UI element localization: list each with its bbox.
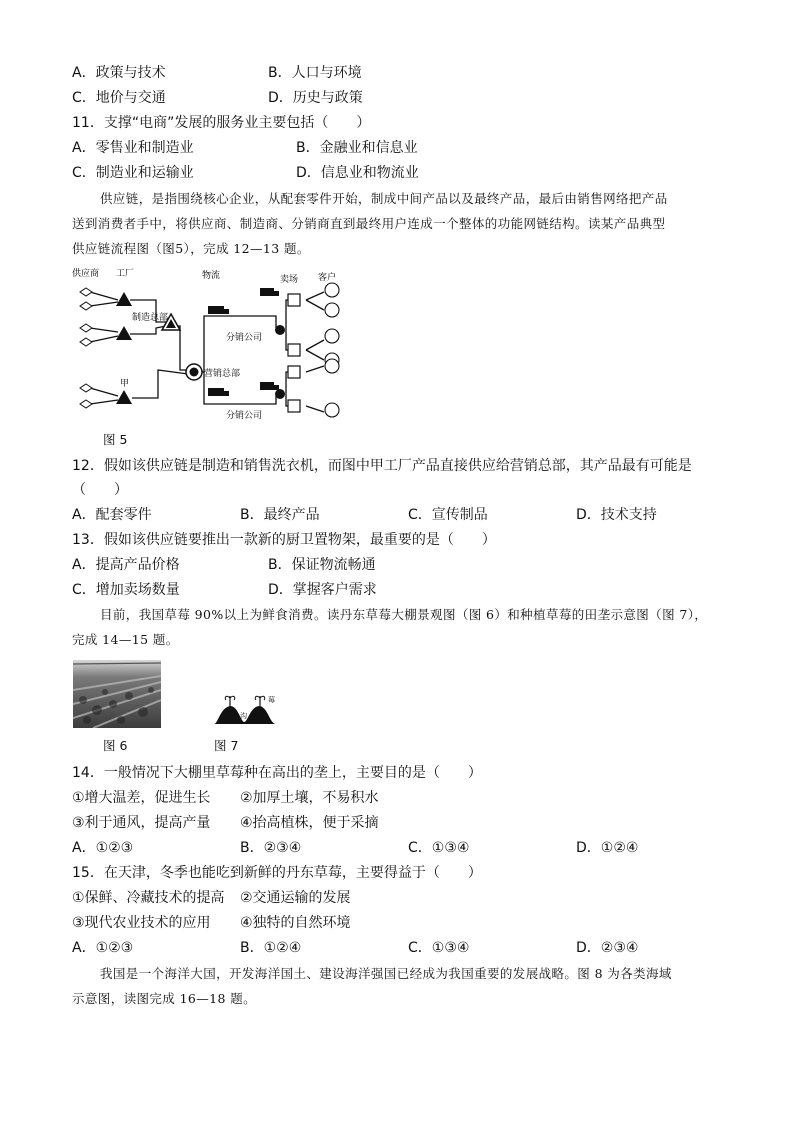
figure6-caption: 图 6 <box>103 738 128 753</box>
q11-option-d: D．信息业和物流业 <box>296 165 419 181</box>
passage2-line2: 完成 14—15 题。 <box>72 632 179 647</box>
q14-statement-2: ②加厚土壤，不易积水 <box>240 790 379 806</box>
fig5-label-customer: 客户 <box>318 273 337 283</box>
q13-option-a: A．提高产品价格 <box>72 557 180 573</box>
passage2-line1: 目前，我国草莓 90%以上为鲜食消费。读丹东草莓大棚景观图（图 6）和种植草莓的田垄示意图（图 7）， <box>100 607 708 622</box>
figure7-ridge-diagram <box>210 690 280 726</box>
q12-option-c: C．宣传制品 <box>408 507 488 523</box>
q15-option-a: A．①②③ <box>72 940 134 956</box>
q15-statement-3: ③现代农业技术的应用 <box>72 915 211 931</box>
fig5-label-factory: 工厂 <box>116 269 135 279</box>
fig5-label-store: 卖场 <box>280 275 299 285</box>
fig5-label-supplier: 供应商 <box>72 269 100 279</box>
figure5-supply-chain-diagram <box>70 266 360 426</box>
q15-option-d: D．②③④ <box>576 940 639 956</box>
q15-stem: 15．在天津，冬季也能吃到新鲜的丹东草莓，主要得益于（ ） <box>72 865 482 881</box>
figure7-caption: 图 7 <box>214 738 239 753</box>
q14-option-b: B．②③④ <box>240 840 302 856</box>
q13-option-d: D．掌握客户需求 <box>268 582 377 598</box>
q11-option-b: B．金融业和信息业 <box>296 140 418 156</box>
q14-stem: 14．一般情况下大棚里草莓种在高出的垄上，主要目的是（ ） <box>72 765 482 781</box>
passage1-line1: 供应链，是指围绕核心企业，从配套零件开始，制成中间产品以及最终产品，最后由销售网络把产品 <box>100 191 668 206</box>
q14-option-d: D．①②④ <box>576 840 639 856</box>
fig5-label-dist1: 分销公司 <box>226 333 263 343</box>
passage1-line2: 送到消费者手中，将供应商、制造商、分销商直到最终用户连成一个整体的功能网链结构。读某产品典型 <box>72 216 666 231</box>
q14-statement-4: ④抬高植株，便于采摘 <box>240 815 379 831</box>
q12-option-a: A．配套零件 <box>72 507 152 523</box>
q14-statement-3: ③利于通风，提高产量 <box>72 815 211 831</box>
figure5-caption: 图 5 <box>103 432 128 447</box>
q10-option-d: D．历史与政策 <box>268 90 363 106</box>
fig7-label-gou: 沟 <box>240 712 247 720</box>
q11-option-c: C．制造业和运输业 <box>72 165 194 181</box>
q14-option-c: C．①③④ <box>408 840 470 856</box>
q10-option-a: A．政策与技术 <box>72 65 166 81</box>
fig5-label-logistics: 物流 <box>202 271 221 281</box>
fig7-label-mei: 莓 <box>268 696 275 704</box>
q12-stem-bracket: （ ） <box>72 482 128 498</box>
fig5-label-sales: 营销总部 <box>204 369 241 379</box>
q15-option-b: B．①②④ <box>240 940 302 956</box>
passage1-line3: 供应链流程图（图5），完成 12—13 题。 <box>72 241 310 256</box>
passage3-line2: 示意图，读图完成 16—18 题。 <box>72 991 257 1006</box>
q13-option-c: C．增加卖场数量 <box>72 582 180 598</box>
q10-option-c: C．地价与交通 <box>72 90 166 106</box>
q15-statement-2: ②交通运输的发展 <box>240 890 351 906</box>
q12-option-b: B．最终产品 <box>240 507 320 523</box>
q12-stem: 12．假如该供应链是制造和销售洗衣机，而图中甲工厂产品直接供应给营销总部，其产品最有可能是 <box>72 458 692 474</box>
q10-option-b: B．人口与环境 <box>268 65 362 81</box>
figure6-greenhouse-photo <box>73 660 161 728</box>
q15-statement-1: ①保鲜、冷藏技术的提高 <box>72 890 225 906</box>
q13-stem: 13．假如该供应链要推出一款新的厨卫置物架，最重要的是（ ） <box>72 532 496 548</box>
q14-option-a: A．①②③ <box>72 840 134 856</box>
fig5-label-jia: 甲 <box>120 379 130 389</box>
q15-option-c: C．①③④ <box>408 940 470 956</box>
q11-stem: 11．支撑“电商”发展的服务业主要包括（ ） <box>72 115 371 131</box>
passage3-line1: 我国是一个海洋大国，开发海洋国土、建设海洋强国已经成为我国重要的发展战略。图 8 为各类海域 <box>100 966 672 981</box>
q14-statement-1: ①增大温差，促进生长 <box>72 790 211 806</box>
fig5-label-hq: 制造总部 <box>132 313 169 323</box>
q11-option-a: A．零售业和制造业 <box>72 140 194 156</box>
q15-statement-4: ④独特的自然环境 <box>240 915 351 931</box>
fig5-label-dist2: 分销公司 <box>226 411 263 421</box>
q13-option-b: B．保证物流畅通 <box>268 557 376 573</box>
q12-option-d: D．技术支持 <box>576 507 657 523</box>
